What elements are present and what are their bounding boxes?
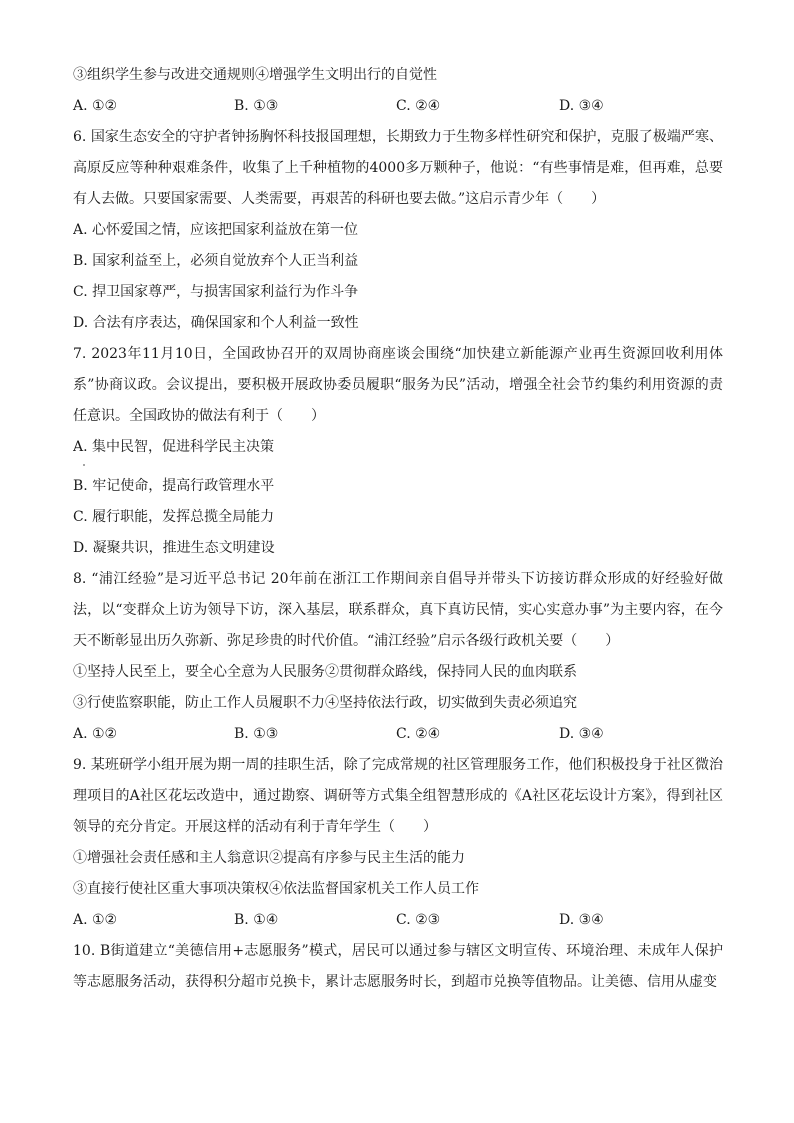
q5-option-d: D. ③④ xyxy=(559,98,604,114)
exam-page xyxy=(73,60,723,998)
q8-stem: 8. “浦江经验”是习近平总书记 20年前在浙江工作期间亲自倡导并带头下访接访群众形成的好经验好做法，以“变群众上访为领导下访，深入基层，联系群众，真下真访民情，实心实意办事”为主要内容，在今天不断彰显出历久弥新、弥足珍贵的时代价值。“浦江经验”启示各级行政机关要（ ） xyxy=(73,571,723,649)
q8-option-a: A. ①② xyxy=(73,726,118,742)
q8-options xyxy=(73,719,723,750)
q9-option-d: D. ③④ xyxy=(559,912,604,928)
q5-statement-line: ③组织学生参与改进交通规则④增强学生文明出行的自觉性 xyxy=(73,67,437,83)
spacer xyxy=(73,463,723,471)
q7-stem: 7. 2023年11月10日，全国政协召开的双周协商座谈会围绕“加快建立新能源产业再生资源回收利用体系”协商议政。会议提出，要积极开展政协委员履职“服务为民”活动，增强全社会节约集约利用资源的责任意识。全国政协的做法有利于（ ） xyxy=(73,346,723,424)
q9-stem: 9. 某班研学小组开展为期一周的挂职生活，除了完成常规的社区管理服务工作，他们积极投身于社区微治理项目的A社区花坛改造中，通过勘察、调研等方式集全组智慧形成的《A社区花坛设计方案》，得到社区领导的充分肯定。开展这样的活动有利于青年学生（ ） xyxy=(73,757,723,835)
q9-statement-line-2: ③直接行使社区重大事项决策权④依法监督国家机关工作人员工作 xyxy=(73,881,479,897)
q7-option-c: C. 履行职能，发挥总揽全局能力 xyxy=(73,509,275,525)
q8-option-c: C. ②④ xyxy=(396,726,441,742)
q8-statement-line-2: ③行使监察职能，防止工作人员履职不力④坚持依法行政，切实做到失责必须追究 xyxy=(73,695,577,711)
q5-option-b: B. ①③ xyxy=(234,98,279,114)
q8-option-b: B. ①③ xyxy=(234,726,279,742)
q6-option-a: A. 心怀爱国之情，应该把国家利益放在第一位 xyxy=(73,222,359,238)
q6-option-c: C. 捍卫国家尊严，与损害国家利益行为作斗争 xyxy=(73,284,359,300)
q8-statement-line-1: ①坚持人民至上，要全心全意为人民服务②贯彻群众路线，保持同人民的血肉联系 xyxy=(73,664,577,680)
stray-dot-mark xyxy=(83,464,85,466)
q7-option-b: B. 牢记使命，提高行政管理水平 xyxy=(73,478,275,494)
q10-stem: 10. B街道建立“美德信用+志愿服务”模式，居民可以通过参与辖区文明宣传、环境治理、未成年人保护等志愿服务活动，获得积分超市兑换卡，累计志愿服务时长，到超市兑换等值物品。让美德、信用从虚变 xyxy=(73,943,723,990)
q5-option-c: C. ②④ xyxy=(396,98,441,114)
q9-option-a: A. ①② xyxy=(73,912,118,928)
q9-statement-line-1: ①增强社会责任感和主人翁意识②提高有序参与民主生活的能力 xyxy=(73,850,465,866)
q7-option-d: D. 凝聚共识，推进生态文明建设 xyxy=(73,540,275,556)
q5-options xyxy=(73,91,723,122)
q6-option-b: B. 国家利益至上，必须自觉放弃个人正当利益 xyxy=(73,253,359,269)
q5-option-a: A. ①② xyxy=(73,98,118,114)
q9-option-b: B. ①④ xyxy=(234,912,279,928)
q7-option-a: A. 集中民智，促进科学民主决策 xyxy=(73,439,275,455)
q8-option-d: D. ③④ xyxy=(559,726,604,742)
q6-option-d: D. 合法有序表达，确保国家和个人利益一致性 xyxy=(73,315,359,331)
q6-stem: 6. 国家生态安全的守护者钟扬胸怀科技报国理想，长期致力于生物多样性研究和保护，克服了极端严寒、高原反应等种种艰难条件，收集了上千种植物的4000多万颗种子，他说：“有些事情是难，但再难，总要有人去做。只要国家需要、人类需要，再艰苦的科研也要去做。”这启示青少年（ ） xyxy=(73,129,723,207)
q9-options xyxy=(73,905,723,936)
q9-option-c: C. ②③ xyxy=(396,912,441,928)
